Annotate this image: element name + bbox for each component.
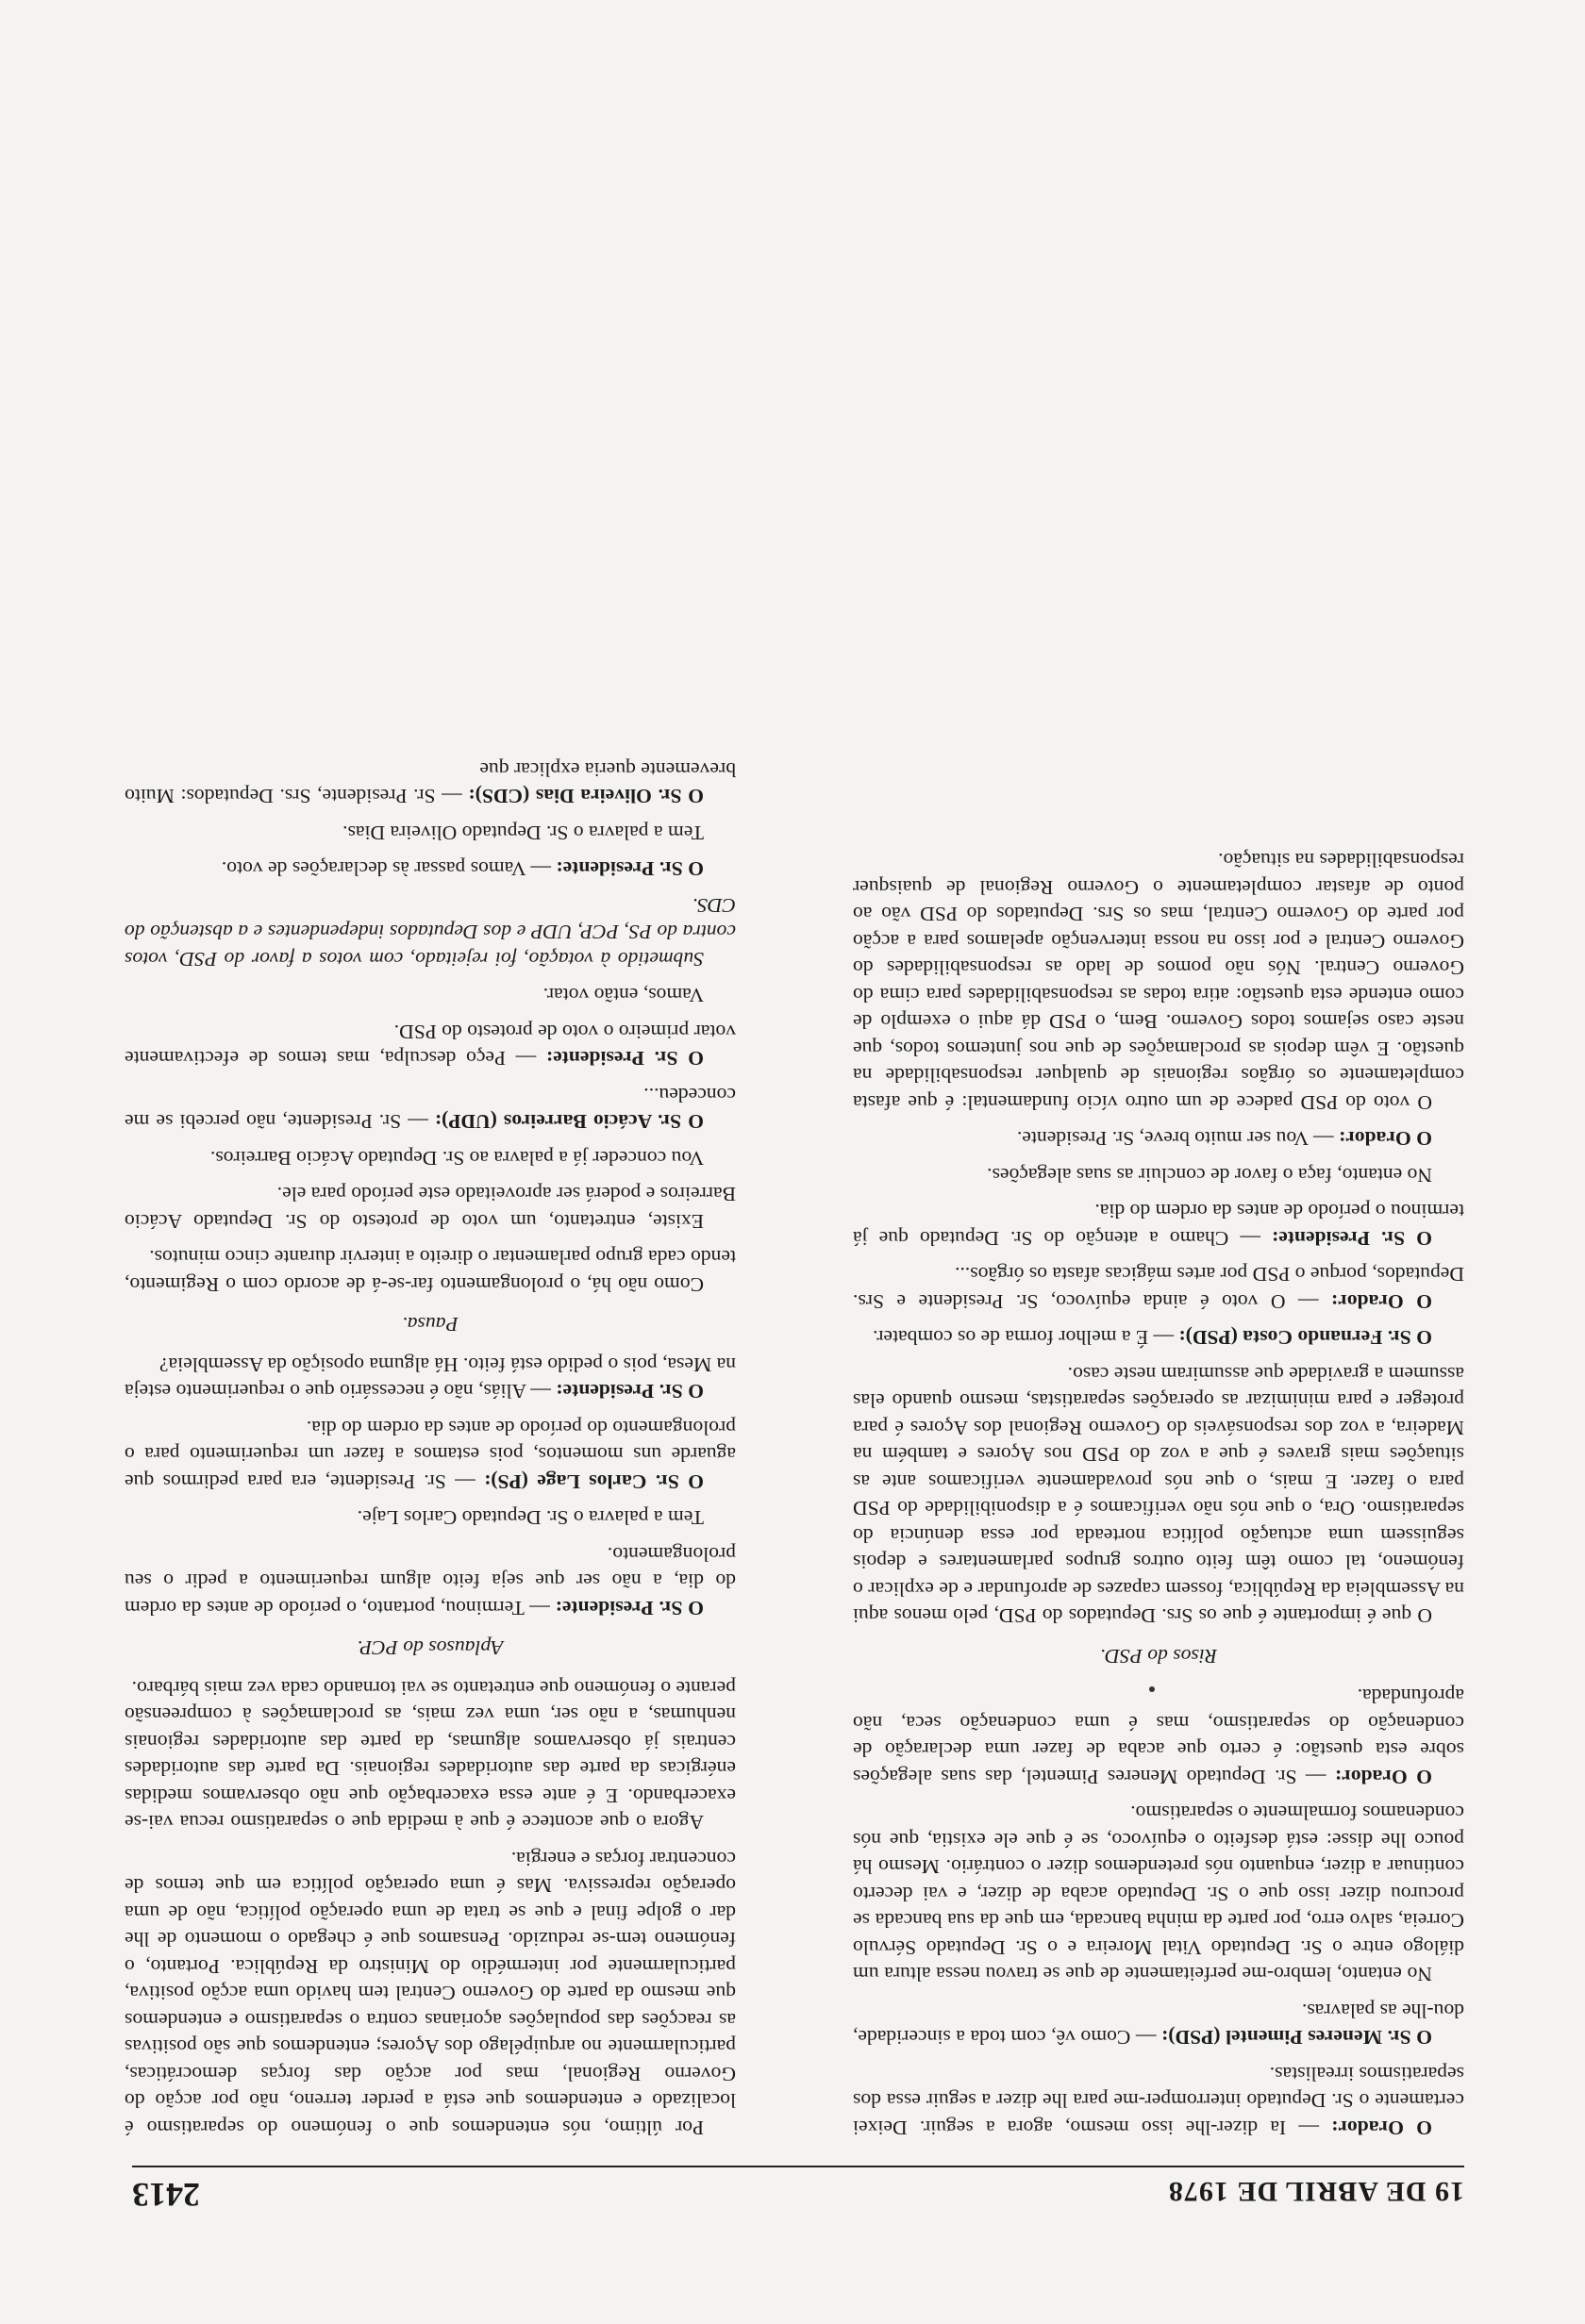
paragraph [125, 1145, 736, 1172]
paragraph-text: — Como vê, com toda a sinceridade, dou-lhe as palavras. [853, 2000, 1464, 2050]
speech-paragraph [125, 1415, 736, 1496]
paragraph [853, 1800, 1464, 1988]
paragraph [125, 1675, 736, 1836]
speaker-name: O Sr. Acácio Barreiros (UDP): [434, 1110, 704, 1134]
paragraph-text: — É a melhor forma de os combater. [873, 1326, 1175, 1350]
paragraph-text: — Chamo a atenção do Sr. Deputado que já terminou o período de antes da ordem do dia. [853, 1200, 1464, 1250]
page-number: 2413 [132, 2176, 200, 2214]
stage-direction-text: Pausa. [402, 1313, 459, 1336]
paragraph-text: Por último, nós entendemos que o fenómeno do separatismo é localizado e entendemos que está a perder terreno, não por acção do Governo Regional, mas por acção das forças democráticas, particularmente no arquipélago dos Açores; entendemos que são positivas as reacções das populações açorianas contra o separatismo e entendemos que mesmo da parte do Governo Central tem havido uma acção positiva, particularmente por intermédio do Ministro da República. Portanto, o fenómeno tem-se reduzido. Pensamos que é chegado o momento de lhe dar o golpe final e que se trata de uma operação política, não de uma operação repressiva. Mas é uma operação política em que temos de concentrar forças e energia. [125, 1848, 736, 2139]
paragraph-text: Tem a palavra o Sr. Deputado Oliveira Dias. [342, 822, 704, 844]
paragraph-text: — Ia dizer-lhe isso mesmo, agora a seguir. Deixei certamente o Sr. Deputado interromper-me para lhe dizer a seguir essa dos separatismos irrealistas. [853, 2063, 1464, 2139]
paragraph-text: Como não há, o prolongamento far-se-á de acordo com o Regimento, tendo cada grupo parlamentar o direito a intervir durante cinco minutos. [125, 1246, 736, 1296]
paragraph [125, 1504, 736, 1532]
paragraph-text: Tem a palavra o Sr. Deputado Carlos Laje. [357, 1506, 704, 1530]
paragraph-text: O que é importante é que os Srs. Deputados do PSD, pelo menos aqui na Assembleia da República, fossem capazes de aprofundar e de explicar o fenómeno, tal como têm feito outros grupos parlamentares e depois seguissem uma actuação política norteada por essa denúncia do separatismo. Ora, o que nós não verificamos é a disponibilidade do PSD para o fazer. E mais, o que nós provadamente verificamos ante as situações mais graves é que a voz do PSD nos Açores e também na Madeira, a voz dos responsáveis do Governo Regional dos Açores é para proteger e para minimizar as operações separatistas, mesmo quando elas assumem a gravidade que assumiram neste caso. [853, 1363, 1464, 1628]
stage-direction-text: Aplausos do PCP. [357, 1636, 504, 1660]
right-column [125, 66, 736, 2141]
paragraph-text: — Sr. Deputado Meneres Pimentel, das suas alegações sobre esta questão: é certo que acaba de fazer uma declaração de condenação do separatismo, mas é uma condenação seca, não aprofundada. [853, 1685, 1464, 1788]
paragraph-text: — Sr. Presidente, era para pedirmos que aguarde uns momentos, pois estamos a fazer um requerimento para o prolongamento do período de antes da ordem do dia. [125, 1417, 736, 1493]
speaker-name: O Orador: [1339, 1127, 1432, 1151]
paragraph-text: Agora o que acontece é que à medida que o separatismo recua vai-se exacerbando. E é ante essa exacerbação que não observamos medidas enérgicas da parte das autoridades regionais. Da parte das autoridades centrais já observamos algumas, da parte das autoridades regionais nenhumas, a não ser, uma vez mais, as proclamações à compreensão perante o fenómeno que entretanto se vai tornando cada vez mais bárbaro. [125, 1677, 736, 1834]
speaker-name: O Sr. Meneres Pimentel (PSD): [1161, 2026, 1432, 2050]
speech-paragraph [853, 1324, 1464, 1352]
speech-paragraph [125, 855, 736, 883]
stage-direction-text: Risos do PSD. [1099, 1645, 1218, 1668]
header-date: 19 DE ABRIL DE 1978 [1167, 2176, 1464, 2207]
speech-paragraph [853, 1261, 1464, 1315]
speech-paragraph [853, 2061, 1464, 2142]
paragraph [853, 847, 1464, 1116]
speech-paragraph [125, 1352, 736, 1405]
paragraph-text: — Sr. Presidente, não percebi se me concedeu... [125, 1084, 736, 1134]
speaker-name: O Sr. Presidente: [1272, 1227, 1432, 1250]
paragraph-text: Existe, entretanto, um voto de protesto do Sr. Deputado Acácio Barreiros e poderá ser aproveitado este período para ele. [125, 1183, 736, 1233]
paragraph-text: — Aliás, não é necessário que o requerimento esteja na Mesa, pois o pedido está feito. Há alguma oposição da Assembleia? [125, 1353, 736, 1403]
speaker-name: O Orador: [1331, 2116, 1432, 2139]
speech-paragraph [853, 1683, 1464, 1790]
speech-paragraph [125, 1082, 736, 1136]
paragraph-text: — Sr. Presidente, Srs. Deputados: Muito brevemente queria explicar que [125, 758, 736, 808]
speaker-name: O Sr. Carlos Lage (PS): [484, 1470, 704, 1493]
page-header [132, 2166, 1464, 2216]
speech-paragraph [853, 1198, 1464, 1252]
paragraph-text: No entanto, faça o favor de concluir as suas alegações. [987, 1164, 1432, 1187]
speech-paragraph [125, 1019, 736, 1072]
paragraph [125, 1846, 736, 2142]
speech-paragraph [853, 1125, 1464, 1153]
speech-paragraph [125, 756, 736, 810]
paragraph-text: — Peço desculpa, mas temos de efectivamente votar primeiro o voto de protesto do PSD. [125, 1021, 736, 1071]
paragraph-text: No entanto, lembro-me perfeitamente de que se travou nessa altura um diálogo entre o Sr. Deputado Vital Moreira e o Sr. Deputado Sérvulo Correia, salvo erro, por parte da minha bancada, em que da sua bancada se procurou dizer isso que o Sr. Deputado acaba de dizer, e vai decerto continuar a dizer, enquanto nós pretendemos dizer o contrário. Mesmo há pouco lhe disse: está desfeito o equívoco, se é que ele existia, que nós condenamos formalmente o separatismo. [853, 1801, 1464, 1986]
paragraph [125, 892, 736, 973]
paragraph [125, 982, 736, 1009]
paragraph-text: Vamos, então votar. [542, 984, 704, 1007]
paragraph-text: — O voto é ainda equívoco, Sr. Presidente e Srs. Deputados, porque o PSD por artes mágicas afasta os órgãos... [853, 1263, 1464, 1313]
paragraph-text: — Vamos passar às declarações de voto. [221, 857, 552, 881]
paragraph-text: — Terminou, portanto, o período de antes da ordem do dia, a não ser que seja feito algum requerimento a pedir o seu prolongamento. [125, 1543, 736, 1619]
speaker-name: O Sr. Fernando Costa (PSD): [1178, 1326, 1432, 1350]
stage-direction [125, 1635, 736, 1662]
left-column [853, 66, 1464, 2141]
paragraph [853, 1361, 1464, 1630]
speaker-name: O Sr. Presidente: [556, 1380, 704, 1403]
speaker-name: O Sr. Presidente: [545, 1047, 704, 1071]
paragraph [125, 1181, 736, 1235]
paragraph-text: — Vou ser muito breve, Sr. Presidente. [1016, 1127, 1334, 1151]
paragraph-text: Vou conceder já a palavra ao Sr. Deputado Acácio Barreiros. [209, 1147, 704, 1170]
paragraph [125, 1244, 736, 1298]
speaker-name: O Sr. Presidente: [555, 1597, 704, 1619]
speech-paragraph [853, 1998, 1464, 2051]
paragraph [125, 820, 736, 847]
speaker-name: O Sr. Presidente: [556, 857, 704, 881]
paragraph-text: Submetido à votação, foi rejeitado, com votos a favor do PSD, votos contra do PS, PCP, UDP e dos Deputados independentes e a abstenção do CDS. [125, 894, 736, 971]
paragraph [853, 1162, 1464, 1189]
paragraph-text: O voto do PSD padece de um outro vício fundamental: é que afasta completamente os órgãos regionais de qualquer responsabilidade na questão. E vêm depois as proclamações de que nos juntemos todos, que neste caso sejamos todos Governo. Bem, o PSD dá aqui o exemplo de como entende esta questão: atira todas as responsabilidades para cima do Governo Central. Nós não pomos de lado as responsabilidades do Governo Central e por isso na nossa intervenção apelamos para a acção por parte do Governo Central, mas os Srs. Deputados do PSD vão ao ponto de afastar completamente o Governo Regional de quaisquer responsabilidades na situação. [853, 849, 1464, 1114]
speech-paragraph [125, 1541, 736, 1622]
speaker-name: O Orador: [1334, 1766, 1432, 1788]
stage-direction [853, 1643, 1464, 1670]
print-fleck [1149, 1686, 1155, 1692]
speaker-name: O Sr. Oliveira Dias (CDS): [468, 785, 704, 808]
stage-direction [125, 1311, 736, 1338]
speaker-name: O Orador: [1330, 1290, 1432, 1313]
